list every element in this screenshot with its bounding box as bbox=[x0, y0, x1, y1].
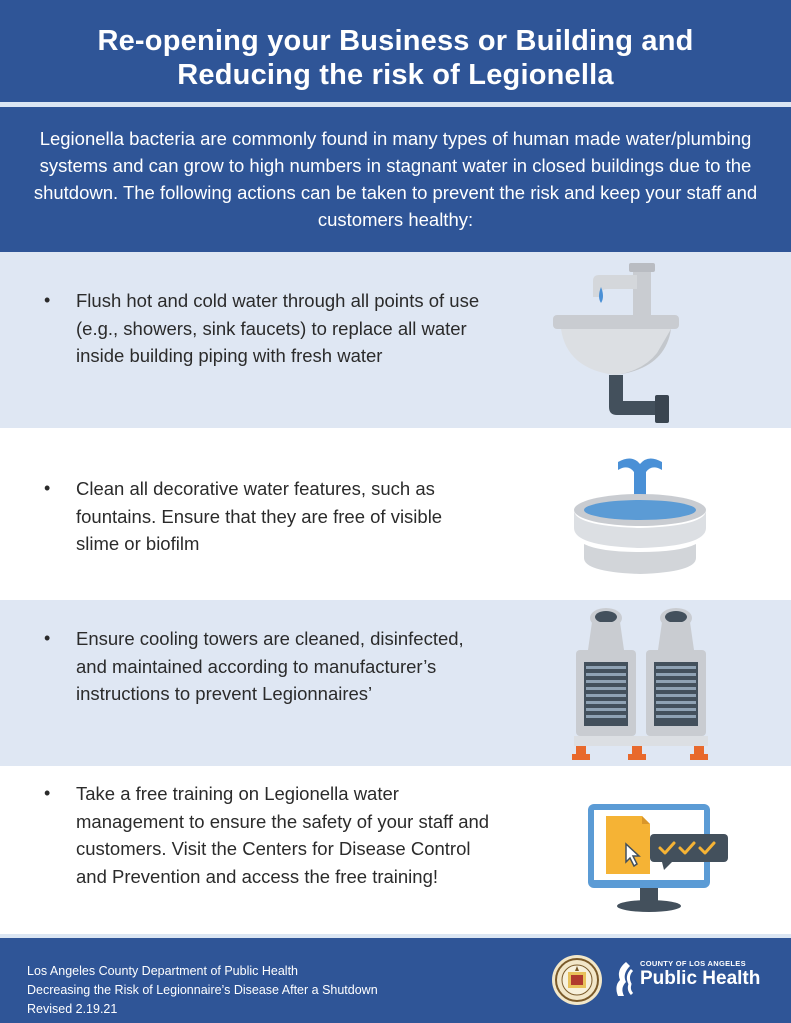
sink-icon bbox=[545, 257, 685, 427]
county-seal-icon bbox=[551, 954, 603, 1006]
action-item bbox=[44, 780, 498, 890]
footer-banner bbox=[0, 938, 791, 1023]
action-text: Clean all decorative water features, such as fountains. Ensure that they are free of visible slime or biofilm bbox=[76, 478, 443, 554]
action-row-cooling-towers bbox=[0, 600, 791, 766]
public-health-logo bbox=[612, 956, 762, 1002]
public-health-mark-icon bbox=[612, 960, 638, 998]
action-item bbox=[44, 625, 488, 708]
footer-credits bbox=[27, 962, 378, 1019]
footer-department: Los Angeles County Department of Public Health bbox=[27, 964, 298, 978]
bullet-marker: • bbox=[44, 783, 51, 803]
bullet-marker: • bbox=[44, 478, 51, 498]
action-text: Take a free training on Legionella water management to ensure the safety of your staff and customers. Visit the Centers for Disease Control and Prevention and access the free training! bbox=[76, 783, 490, 887]
title-banner bbox=[0, 0, 791, 106]
action-row-flush-water bbox=[0, 252, 791, 428]
action-row-free-training bbox=[0, 766, 791, 934]
action-item bbox=[44, 287, 488, 370]
footer-revision: Revised 2.19.21 bbox=[27, 1002, 118, 1016]
title-line-1: Re-opening your Business or Building and bbox=[97, 25, 694, 57]
logo-public-health-text: Public Health bbox=[640, 968, 761, 989]
intro-text: Legionella bacteria are commonly found in many types of human made water/plumbing systems and can grow to high numbers in stagnant water in closed buildings due to the shutdown. The following actions can be taken to prevent the risk and keep your staff and customers healthy: bbox=[33, 128, 758, 230]
bullet-marker: • bbox=[44, 290, 51, 310]
title-line-2: Reducing the risk of Legionella bbox=[177, 59, 614, 91]
footer-document-title: Decreasing the Risk of Legionnaire’s Disease After a Shutdown bbox=[27, 983, 378, 997]
bullet-marker: • bbox=[44, 628, 51, 648]
action-text: Ensure cooling towers are cleaned, disinfected, and maintained according to manufacturer’s instructions to prevent Legionnaires’ bbox=[76, 628, 464, 704]
action-item bbox=[44, 475, 488, 558]
action-row-clean-fountains bbox=[0, 428, 791, 600]
training-computer-icon bbox=[582, 794, 732, 918]
logo-county-text: COUNTY OF LOS ANGELES bbox=[640, 959, 746, 968]
action-text: Flush hot and cold water through all points of use (e.g., showers, sink faucets) to replace all water inside building piping with fresh water bbox=[76, 290, 480, 366]
cooling-tower-icon bbox=[570, 604, 720, 764]
page-title bbox=[0, 24, 791, 92]
fountain-icon bbox=[570, 454, 710, 584]
intro-panel bbox=[0, 107, 791, 252]
